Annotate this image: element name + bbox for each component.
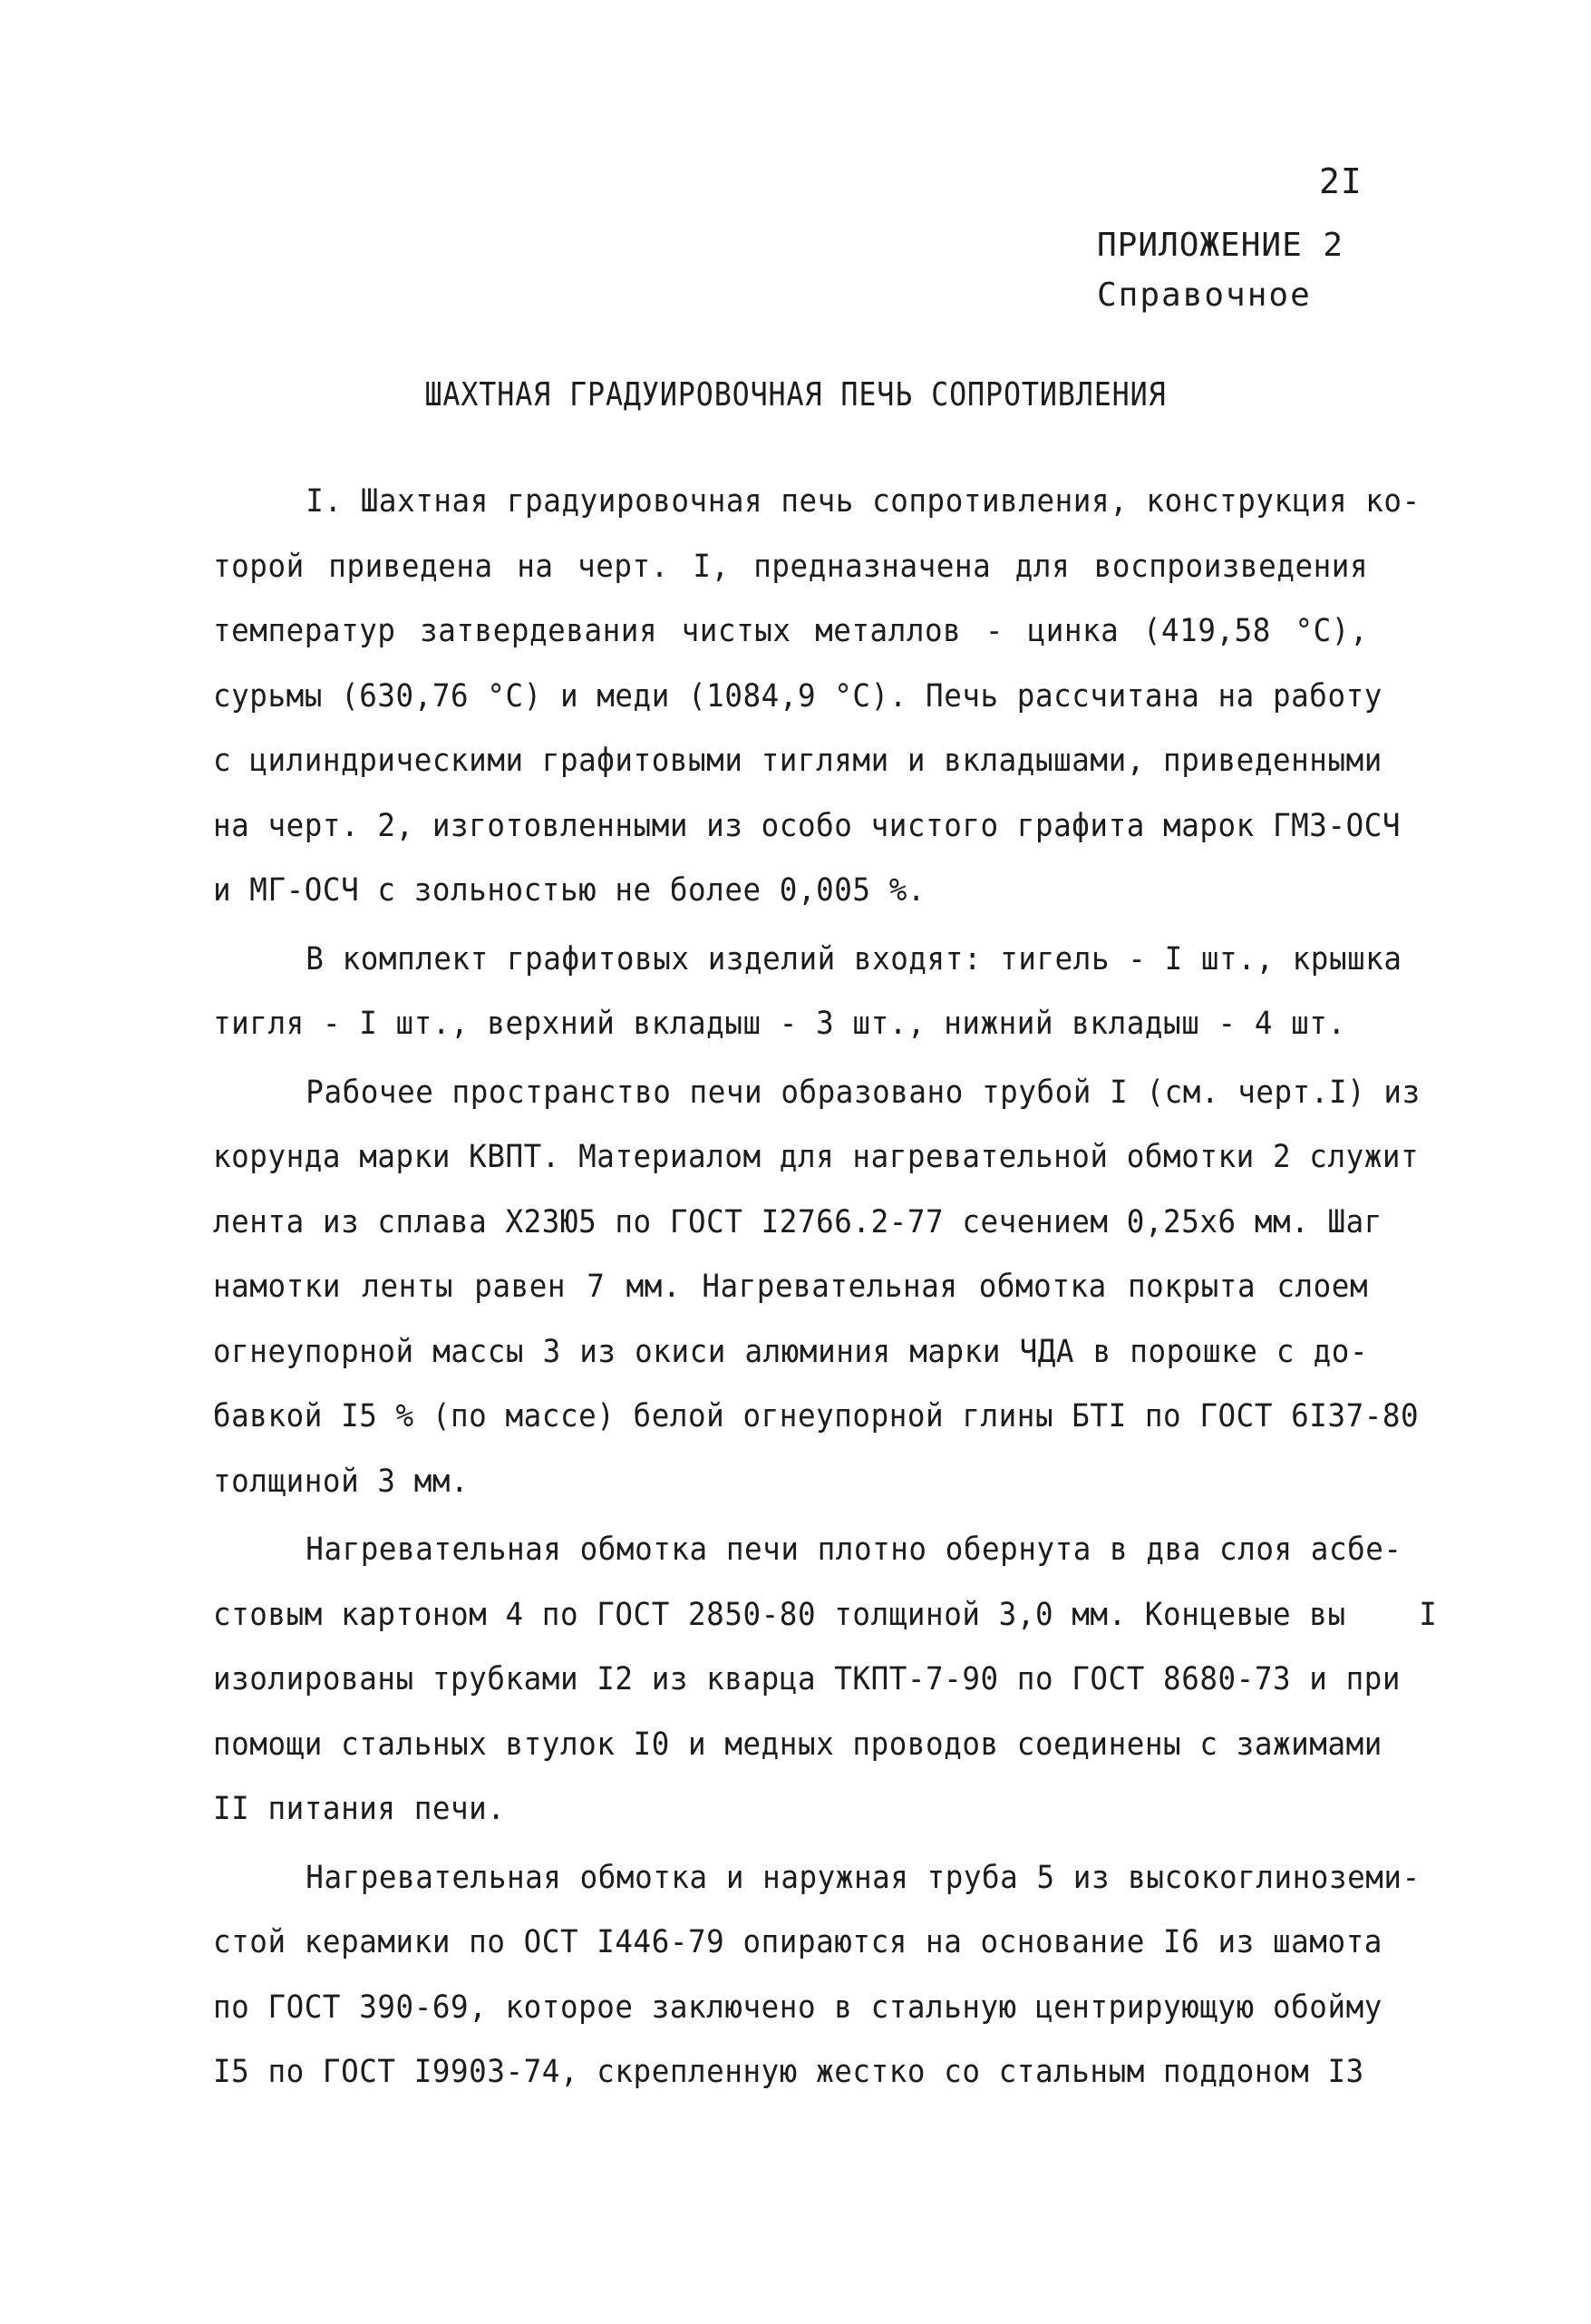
text-line: торой приведена на черт. I, предназначена для воспроизведения [213,548,1369,585]
text-line: намотки ленты равен 7 мм. Нагревательная обмотка покрыта слоем [213,1269,1369,1305]
appendix-type: Справочное [1097,277,1312,314]
paragraph-5 [213,1846,1455,2105]
text-line: I. Шахтная градуировочная печь сопротивления, конструкция ко- [306,483,1421,520]
text-line: Рабочее пространство печи образовано трубой I (см. черт.I) из [306,1074,1421,1111]
text-line: на черт. 2, изготовленными из особо чистого графита марок ГМЗ-ОСЧ [213,807,1402,844]
text-line: Нагревательная обмотка печи плотно обернута в два слоя асбе- [306,1532,1402,1568]
text-line: по ГОСТ 390-69, которое заключено в стальную центрирующую обойму [213,1989,1382,2026]
text-line: II питания печи. [213,1791,506,1827]
text-line: стой керамики по ОСТ I446-79 опираются на основание I6 из шамота [213,1924,1382,1960]
text-line: помощи стальных втулок I0 и медных проводов соединены с зажимами [213,1726,1382,1763]
text-line: и МГ-ОСЧ с зольностью не более 0,005 %. [213,872,926,909]
text-line: лента из сплава Х23Ю5 по ГОСТ I2766.2-77 сечением 0,25х6 мм. Шаг [213,1203,1382,1240]
text-line: изолированы трубками I2 из кварца ТКПТ-7-90 по ГОСТ 8680-73 и при [213,1661,1402,1697]
text-line: огнеупорной массы 3 из окиси алюминия марки ЧДА в порошке с до- [213,1333,1369,1370]
text-line: В комплект графитовых изделий входят: тигель - I шт., крышка [306,940,1402,977]
text-line: тигля - I шт., верхний вкладыш - 3 шт., нижний вкладыш - 4 шт. [213,1006,1346,1042]
paragraph-1 [213,470,1455,924]
document-title: ШАХТНАЯ ГРАДУИРОВОЧНАЯ ПЕЧЬ СОПРОТИВЛЕНИЯ [424,376,1167,413]
paragraph-3 [213,1061,1455,1515]
paragraph-4 [213,1518,1455,1843]
text-line: температур затвердевания чистых металлов - цинка (419,58 °С), [213,613,1369,649]
body-text [213,470,1455,2109]
text-line: стовым картоном 4 по ГОСТ 2850-80 толщиной 3,0 мм. Концевые вы I [213,1596,1438,1633]
text-line: корунда марки КВПТ. Материалом для нагревательной обмотки 2 служит [213,1139,1420,1175]
page-number: 2I [1319,161,1363,201]
paragraph-2 [213,928,1455,1057]
text-line: толщиной 3 мм. [213,1463,470,1500]
appendix-label: ПРИЛОЖЕНИЕ 2 [1097,227,1344,264]
text-line: Нагревательная обмотка и наружная труба 5 из высокоглиноземи- [306,1859,1421,1896]
text-line: сурьмы (630,76 °С) и меди (1084,9 °С). Печь рассчитана на работу [213,677,1382,715]
text-line: I5 по ГОСТ I9903-74, скрепленную жестко со стальным поддоном I3 [213,2054,1364,2090]
text-line: с цилиндрическими графитовыми тиглями и вкладышами, приведенными [213,743,1382,779]
text-line: бавкой I5 % (по массе) белой огнеупорной глины БТI по ГОСТ 6I37-80 [213,1398,1420,1434]
